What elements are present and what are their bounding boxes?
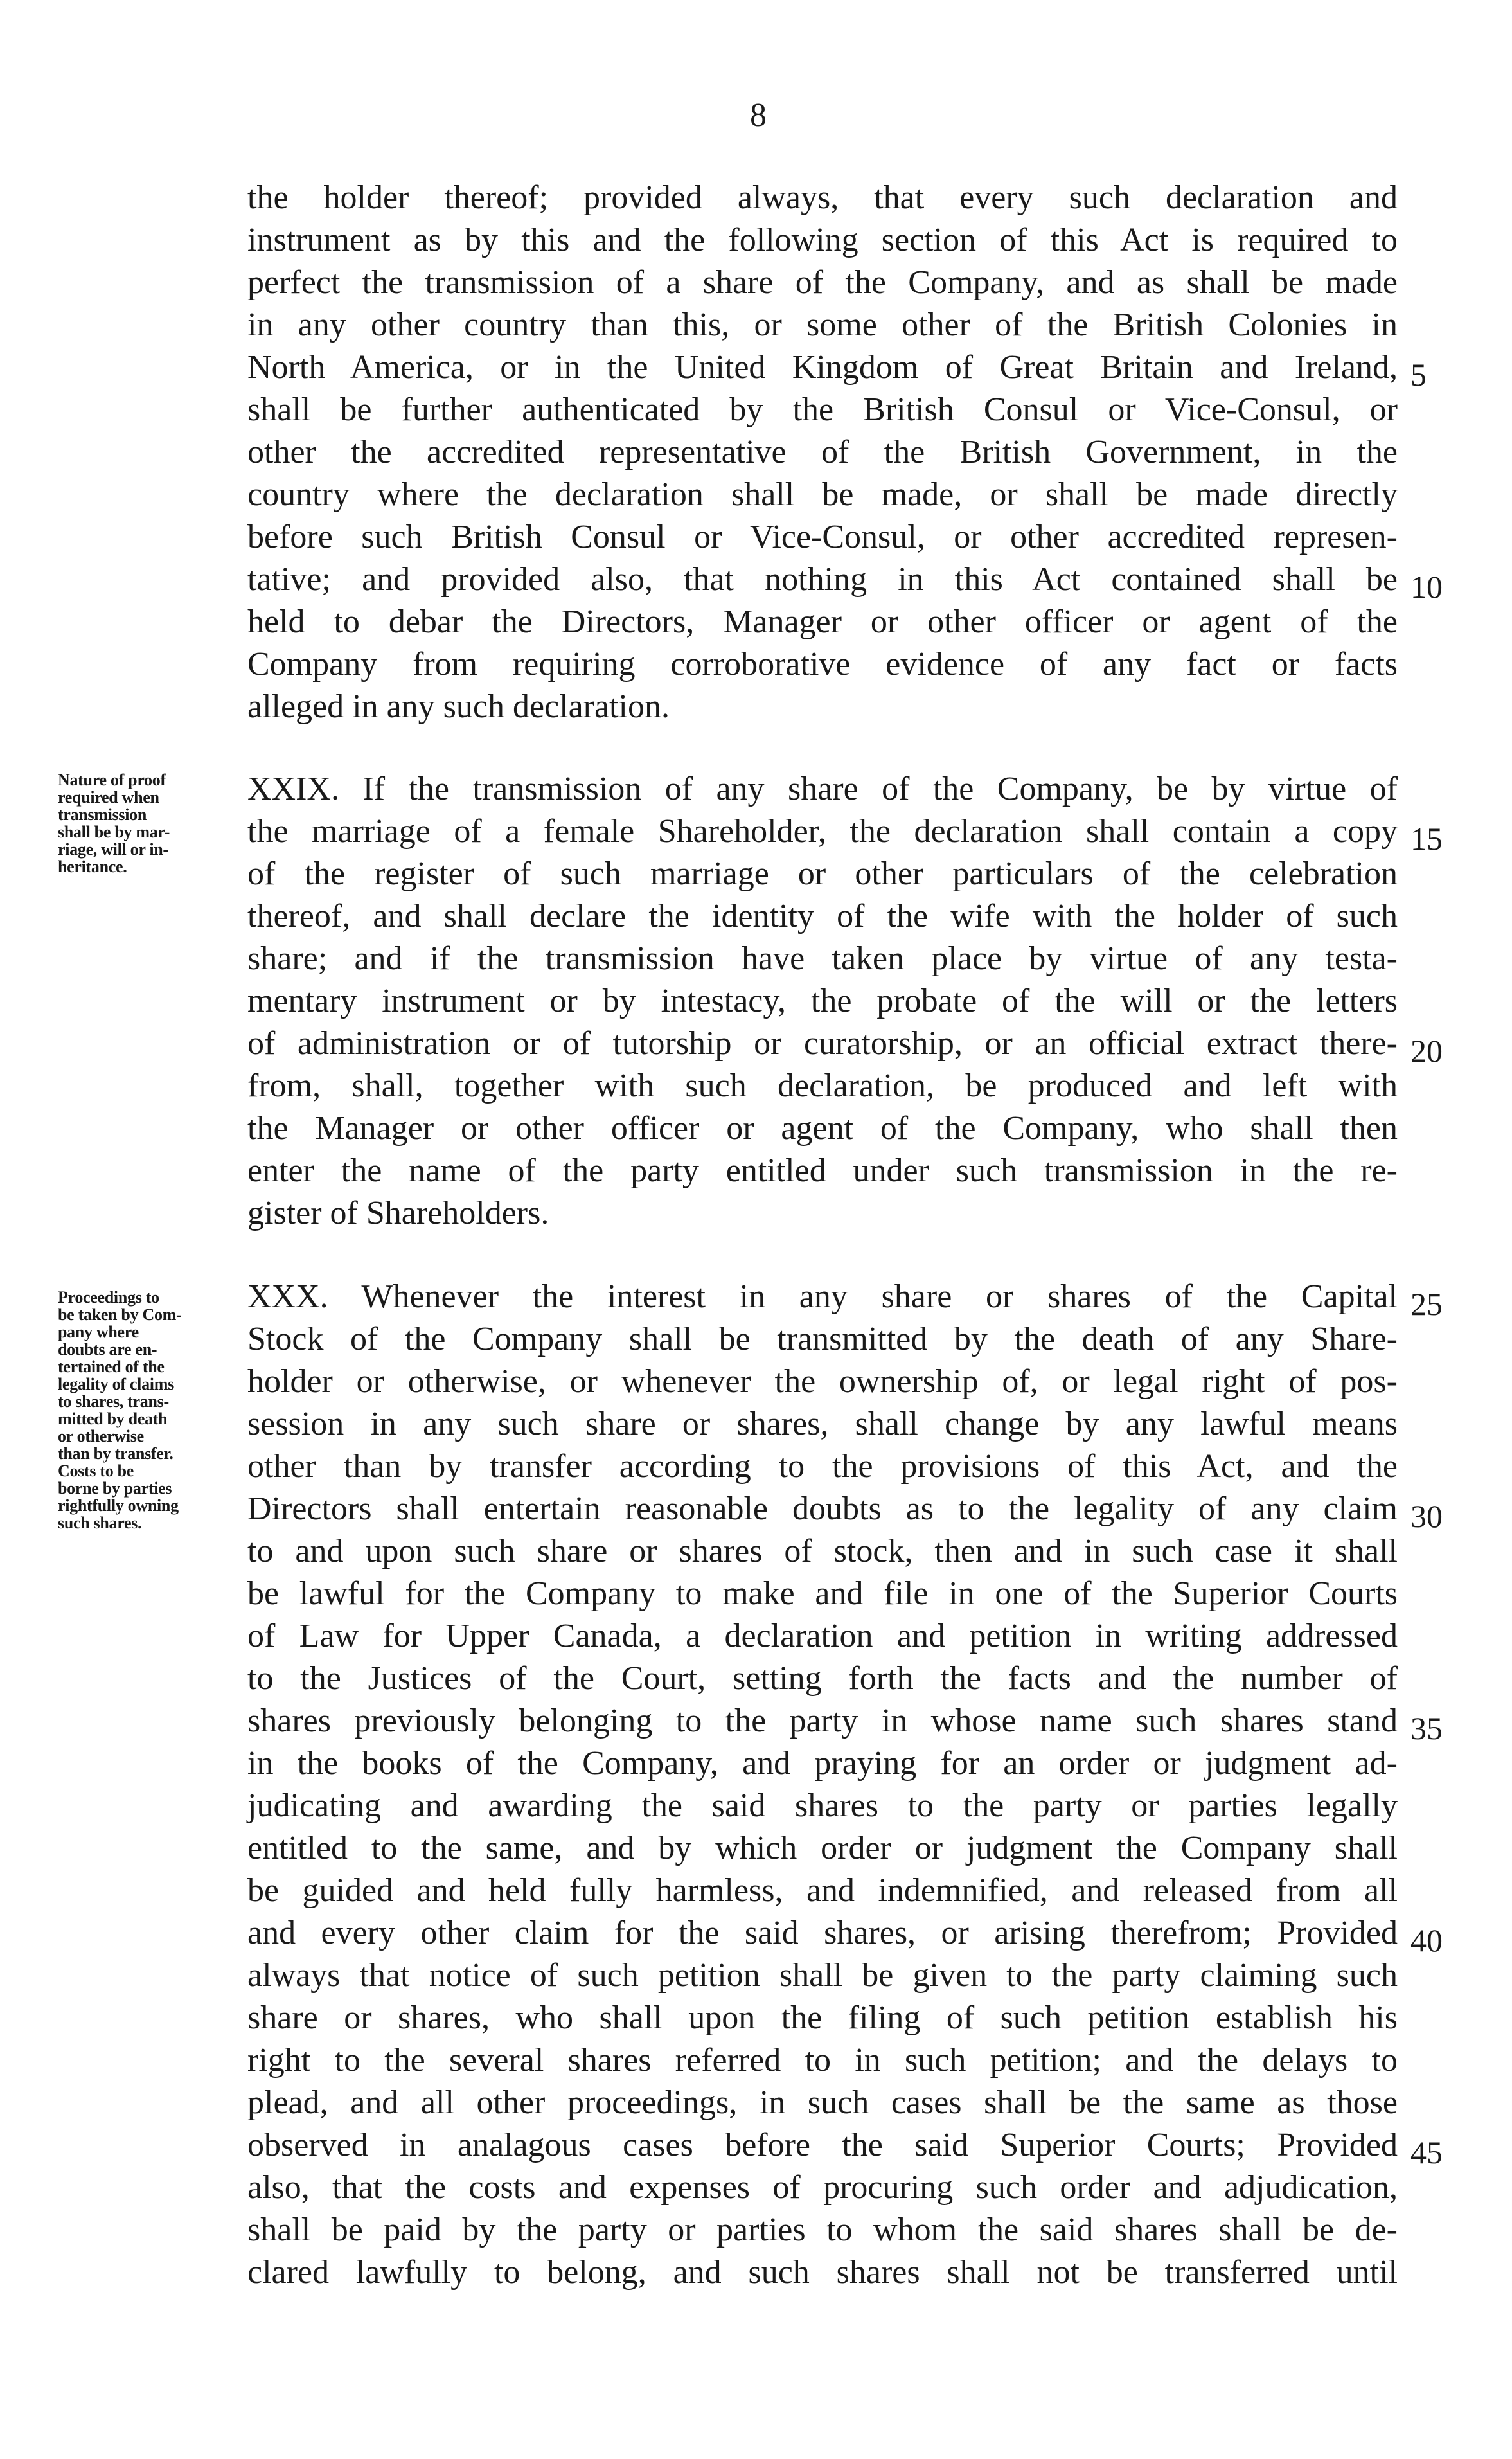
- line-number: 45: [1410, 2134, 1443, 2170]
- marginal-note-line: borne by parties: [58, 1479, 172, 1498]
- text-line: gister of Shareholders.: [247, 1195, 549, 1231]
- text-line: the holder thereof; provided always, that every such declaration and: [247, 179, 1398, 216]
- line-number: 5: [1410, 357, 1427, 393]
- marginal-note-line: heritance.: [58, 857, 127, 876]
- text-line: shares previously belonging to the party in whose name such shares stand: [247, 1703, 1398, 1739]
- line-number: 15: [1410, 821, 1443, 857]
- text-line: held to debar the Directors, Manager or other officer or agent of the: [247, 604, 1398, 640]
- text-line: to and upon such share or shares of stock, then and in such case it shall: [247, 1533, 1398, 1569]
- text-line: North America, or in the United Kingdom of Great Britain and Ireland,: [247, 349, 1398, 386]
- text-line: shall be paid by the party or parties to whom the said shares shall be de-: [247, 2212, 1398, 2248]
- text-line: share; and if the transmission have taken place by virtue of any testa-: [247, 940, 1398, 977]
- text-line: other the accredited representative of the British Government, in the: [247, 434, 1398, 470]
- text-line: XXIX. If the transmission of any share of the Company, be by virtue of: [247, 771, 1398, 807]
- text-line: judicating and awarding the said shares to the party or parties legally: [247, 1787, 1398, 1824]
- text-line: alleged in any such declaration.: [247, 688, 670, 725]
- line-number: 10: [1410, 569, 1443, 605]
- text-line: right to the several shares referred to in such petition; and the delays to: [247, 2042, 1398, 2079]
- text-line: in any other country than this, or some other of the British Colonies in: [247, 307, 1398, 343]
- text-line: Stock of the Company shall be transmitted by the death of any Share-: [247, 1321, 1398, 1357]
- marginal-note-line: doubts are en-: [58, 1340, 157, 1359]
- text-line: always that notice of such petition shall be given to the party claiming such: [247, 1957, 1398, 1994]
- text-line: perfect the transmission of a share of the Company, and as shall be made: [247, 264, 1398, 301]
- line-number: 30: [1410, 1498, 1443, 1534]
- text-line: and every other claim for the said shares, or arising therefrom; Provided: [247, 1915, 1398, 1951]
- text-line: the Manager or other officer or agent of the Company, who shall then: [247, 1110, 1398, 1147]
- text-line: of Law for Upper Canada, a declaration and petition in writing addressed: [247, 1618, 1398, 1654]
- marginal-note-line: tertained of the: [58, 1357, 165, 1376]
- page-number: 8: [750, 97, 767, 134]
- text-line: observed in analagous cases before the said Superior Courts; Provided: [247, 2127, 1398, 2163]
- marginal-note-line: be taken by Com-: [58, 1305, 182, 1324]
- marginal-note-line: than by transfer.: [58, 1444, 173, 1463]
- marginal-note-line: Proceedings to: [58, 1288, 159, 1307]
- text-line: the marriage of a female Shareholder, the declaration shall contain a copy: [247, 813, 1398, 850]
- text-line: share or shares, who shall upon the filing of such petition establish his: [247, 1999, 1398, 2036]
- marginal-note-line: Nature of proof: [58, 771, 166, 789]
- text-line: Directors shall entertain reasonable doubts as to the legality of any claim: [247, 1490, 1398, 1527]
- marginal-note-line: or otherwise: [58, 1427, 144, 1445]
- text-line: Company from requiring corroborative evidence of any fact or facts: [247, 646, 1398, 683]
- marginal-note-line: riage, will or in-: [58, 840, 168, 859]
- text-line: be guided and held fully harmless, and indemnified, and released from all: [247, 1872, 1398, 1909]
- text-line: session in any such share or shares, shall change by any lawful means: [247, 1406, 1398, 1442]
- text-line: also, that the costs and expenses of procuring such order and adjudication,: [247, 2169, 1398, 2206]
- marginal-note-line: required when: [58, 788, 159, 807]
- text-line: of administration or of tutorship or curatorship, or an official extract there-: [247, 1025, 1398, 1062]
- text-line: be lawful for the Company to make and file in one of the Superior Courts: [247, 1575, 1398, 1612]
- text-line: plead, and all other proceedings, in such cases shall be the same as those: [247, 2084, 1398, 2121]
- line-number: 25: [1410, 1286, 1443, 1322]
- text-line: enter the name of the party entitled under such transmission in the re-: [247, 1152, 1398, 1189]
- text-line: thereof, and shall declare the identity of the wife with the holder of such: [247, 898, 1398, 934]
- line-number: 40: [1410, 1922, 1443, 1958]
- text-line: other than by transfer according to the provisions of this Act, and the: [247, 1448, 1398, 1485]
- text-line: in the books of the Company, and praying for an order or judgment ad-: [247, 1745, 1398, 1782]
- text-line: before such British Consul or Vice-Consul, or other accredited represen-: [247, 519, 1398, 555]
- text-line: clared lawfully to belong, and such shares shall not be transferred until: [247, 2254, 1398, 2291]
- marginal-note-line: mitted by death: [58, 1409, 168, 1428]
- text-line: mentary instrument or by intestacy, the probate of the will or the letters: [247, 983, 1398, 1019]
- marginal-note-line: to shares, trans-: [58, 1392, 169, 1411]
- marginal-note-line: rightfully owning: [58, 1496, 179, 1515]
- text-line: entitled to the same, and by which order or judgment the Company shall: [247, 1830, 1398, 1866]
- marginal-note-line: such shares.: [58, 1514, 142, 1532]
- marginal-note-line: shall be by mar-: [58, 823, 170, 841]
- text-line: XXX. Whenever the interest in any share or shares of the Capital: [247, 1278, 1398, 1315]
- marginal-note-line: pany where: [58, 1323, 139, 1341]
- text-line: tative; and provided also, that nothing in this Act contained shall be: [247, 561, 1398, 598]
- text-line: to the Justices of the Court, setting forth the facts and the number of: [247, 1660, 1398, 1697]
- text-line: of the register of such marriage or other particulars of the celebration: [247, 855, 1398, 892]
- text-line: instrument as by this and the following section of this Act is required to: [247, 222, 1398, 258]
- text-line: holder or otherwise, or whenever the ownership of, or legal right of pos-: [247, 1363, 1398, 1400]
- marginal-note-line: Costs to be: [58, 1462, 134, 1480]
- text-line: shall be further authenticated by the British Consul or Vice-Consul, or: [247, 391, 1398, 428]
- line-number: 20: [1410, 1033, 1443, 1069]
- marginal-note-line: legality of claims: [58, 1375, 174, 1393]
- text-line: country where the declaration shall be made, or shall be made directly: [247, 476, 1398, 513]
- line-number: 35: [1410, 1710, 1443, 1746]
- text-line: from, shall, together with such declaration, be produced and left with: [247, 1068, 1398, 1104]
- marginal-note-line: transmission: [58, 805, 147, 824]
